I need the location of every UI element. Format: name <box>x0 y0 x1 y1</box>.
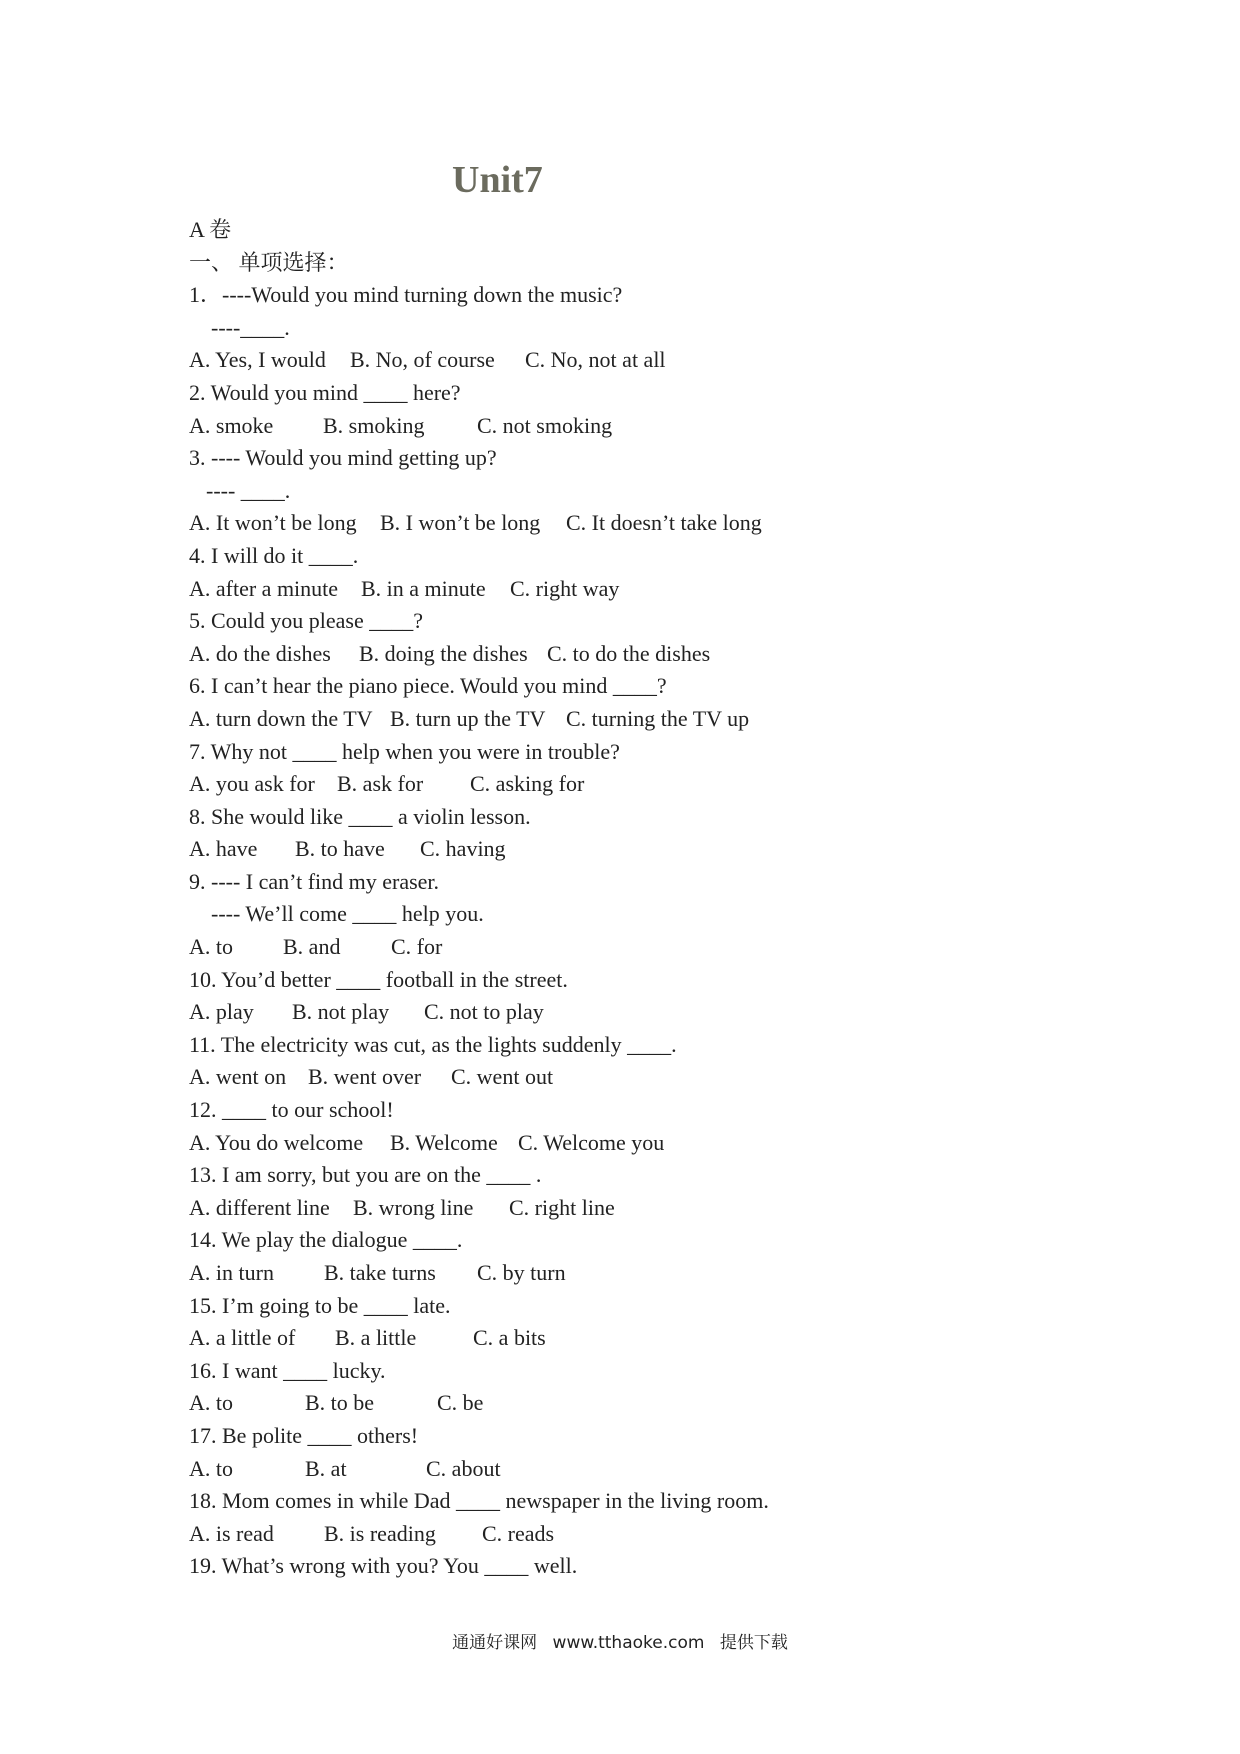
answer-options <box>189 410 1089 443</box>
answer-option-c: C. asking for <box>470 771 585 797</box>
answer-option-b: B. at <box>305 1455 347 1481</box>
answer-option-b: B. a little <box>335 1325 417 1351</box>
answer-option-b: B. smoking <box>323 412 425 438</box>
answer-options <box>189 573 1089 606</box>
answer-options <box>189 1518 1089 1551</box>
answer-options <box>189 996 1089 1029</box>
answer-option-a: A. You do welcome <box>189 1129 364 1155</box>
question-stem: 5. Could you please ____? <box>189 608 424 634</box>
answer-option-a: A. to <box>189 934 233 960</box>
answer-option-a: A. turn down the TV <box>189 705 373 731</box>
question-stem: 2. Would you mind ____ here? <box>189 379 461 405</box>
answer-option-c: C. turning the TV up <box>566 705 750 731</box>
answer-option-c: C. having <box>420 836 506 862</box>
question-stem: 11. The electricity was cut, as the lights suddenly ____. <box>189 1031 677 1057</box>
answer-option-b: B. in a minute <box>361 575 486 601</box>
answer-option-c: C. right line <box>509 1194 615 1220</box>
question-list <box>189 279 1089 1583</box>
answer-option-b: B. is reading <box>324 1520 436 1546</box>
answer-option-c: C. not to play <box>424 999 544 1025</box>
answer-option-c: C. went out <box>451 1064 554 1090</box>
answer-options <box>189 638 1089 671</box>
part-heading: 一、 单项选择： <box>189 249 349 275</box>
answer-option-b: B. No, of course <box>350 347 495 373</box>
answer-option-b: B. not play <box>292 999 390 1025</box>
question-stem: 7. Why not ____ help when you were in trouble? <box>189 738 620 764</box>
answer-options <box>189 344 1089 377</box>
answer-option-a: A. different line <box>189 1194 330 1220</box>
answer-option-c: C. to do the dishes <box>547 640 711 666</box>
question-stem: 12. ____ to our school! <box>189 1097 394 1123</box>
answer-option-b: B. to have <box>295 836 385 862</box>
answer-options <box>189 1257 1089 1290</box>
answer-option-b: B. turn up the TV <box>390 705 546 731</box>
question-stem: 10. You’d better ____ football in the street. <box>189 966 568 992</box>
answer-option-c: C. Welcome you <box>518 1129 665 1155</box>
answer-option-c: C. a bits <box>473 1325 546 1351</box>
page-title: Unit7 <box>452 159 543 201</box>
question-stem: 6. I can’t hear the piano piece. Would you mind ____? <box>189 673 667 699</box>
answer-options <box>189 833 1089 866</box>
answer-options <box>189 1453 1089 1486</box>
answer-options <box>189 1387 1089 1420</box>
question-stem: 9. ---- I can’t find my eraser. <box>189 868 440 894</box>
question-stem: 14. We play the dialogue ____. <box>189 1227 463 1253</box>
answer-option-c: C. It doesn’t take long <box>566 510 762 536</box>
answer-options <box>189 768 1089 801</box>
answer-options <box>189 1192 1089 1225</box>
answer-option-b: B. ask for <box>337 771 424 797</box>
answer-options <box>189 1322 1089 1355</box>
answer-option-c: C. not smoking <box>477 412 613 438</box>
answer-option-a: A. smoke <box>189 412 274 438</box>
question-stem: 13. I am sorry, but you are on the ____ . <box>189 1162 542 1188</box>
answer-option-b: B. to be <box>305 1390 375 1416</box>
question-stem: 8. She would like ____ a violin lesson. <box>189 803 531 829</box>
answer-option-a: A. is read <box>189 1520 274 1546</box>
answer-option-b: B. wrong line <box>353 1194 474 1220</box>
answer-option-a: A. to <box>189 1455 233 1481</box>
question-response-line: ---- We’ll come ____ help you. <box>211 901 484 927</box>
answer-options <box>189 931 1089 964</box>
answer-options <box>189 1127 1089 1160</box>
question-stem: 18. Mom comes in while Dad ____ newspaper in the living room. <box>189 1488 769 1514</box>
answer-option-b: B. doing the dishes <box>359 640 528 666</box>
answer-option-a: A. went on <box>189 1064 287 1090</box>
answer-option-c: C. for <box>391 934 443 960</box>
footer-site-name: 通通好课网 <box>452 1633 538 1653</box>
worksheet-content <box>189 214 1089 1583</box>
answer-option-b: B. Welcome <box>390 1129 498 1155</box>
answer-option-b: B. take turns <box>324 1260 436 1285</box>
answer-option-c: C. by turn <box>477 1260 566 1285</box>
answer-option-c: C. right way <box>510 575 620 601</box>
answer-option-b: B. and <box>283 934 341 960</box>
answer-option-a: A. after a minute <box>189 575 339 601</box>
question-stem: 15. I’m going to be ____ late. <box>189 1292 451 1318</box>
answer-option-a: A. play <box>189 999 254 1025</box>
page-footer <box>0 1628 1240 1653</box>
footer-note: 提供下载 <box>719 1633 788 1653</box>
answer-option-a: A. do the dishes <box>189 640 331 666</box>
answer-option-a: A. you ask for <box>189 771 315 797</box>
question-stem: 4. I will do it ____. <box>189 542 359 568</box>
answer-option-a: A. in turn <box>189 1260 274 1285</box>
footer-url: www.tthaoke.com <box>552 1633 705 1653</box>
answer-options <box>189 507 1089 540</box>
answer-option-c: C. No, not at all <box>525 347 666 373</box>
question-stem: 3. ---- Would you mind getting up? <box>189 445 497 471</box>
answer-options <box>189 703 1089 736</box>
section-label: A 卷 <box>189 217 232 242</box>
answer-option-a: A. to <box>189 1390 233 1416</box>
question-stem: 17. Be polite ____ others! <box>189 1422 419 1448</box>
answer-option-c: C. reads <box>482 1520 555 1546</box>
answer-option-c: C. about <box>426 1455 501 1481</box>
answer-option-a: A. have <box>189 836 258 862</box>
answer-option-b: B. went over <box>308 1064 422 1090</box>
answer-option-a: A. It won’t be long <box>189 510 357 536</box>
question-response-line: ---- ____. <box>206 477 291 503</box>
question-stem: 1．----Would you mind turning down the music? <box>189 282 623 308</box>
answer-option-c: C. be <box>437 1390 484 1416</box>
question-response-line: ----____. <box>211 314 290 340</box>
answer-option-b: B. I won’t be long <box>380 510 541 536</box>
question-stem: 16. I want ____ lucky. <box>189 1357 386 1383</box>
answer-option-a: A. a little of <box>189 1325 296 1351</box>
answer-option-a: A. Yes, I would <box>189 347 326 373</box>
question-stem: 19. What’s wrong with you? You ____ well. <box>189 1553 578 1579</box>
answer-options <box>189 1061 1089 1094</box>
